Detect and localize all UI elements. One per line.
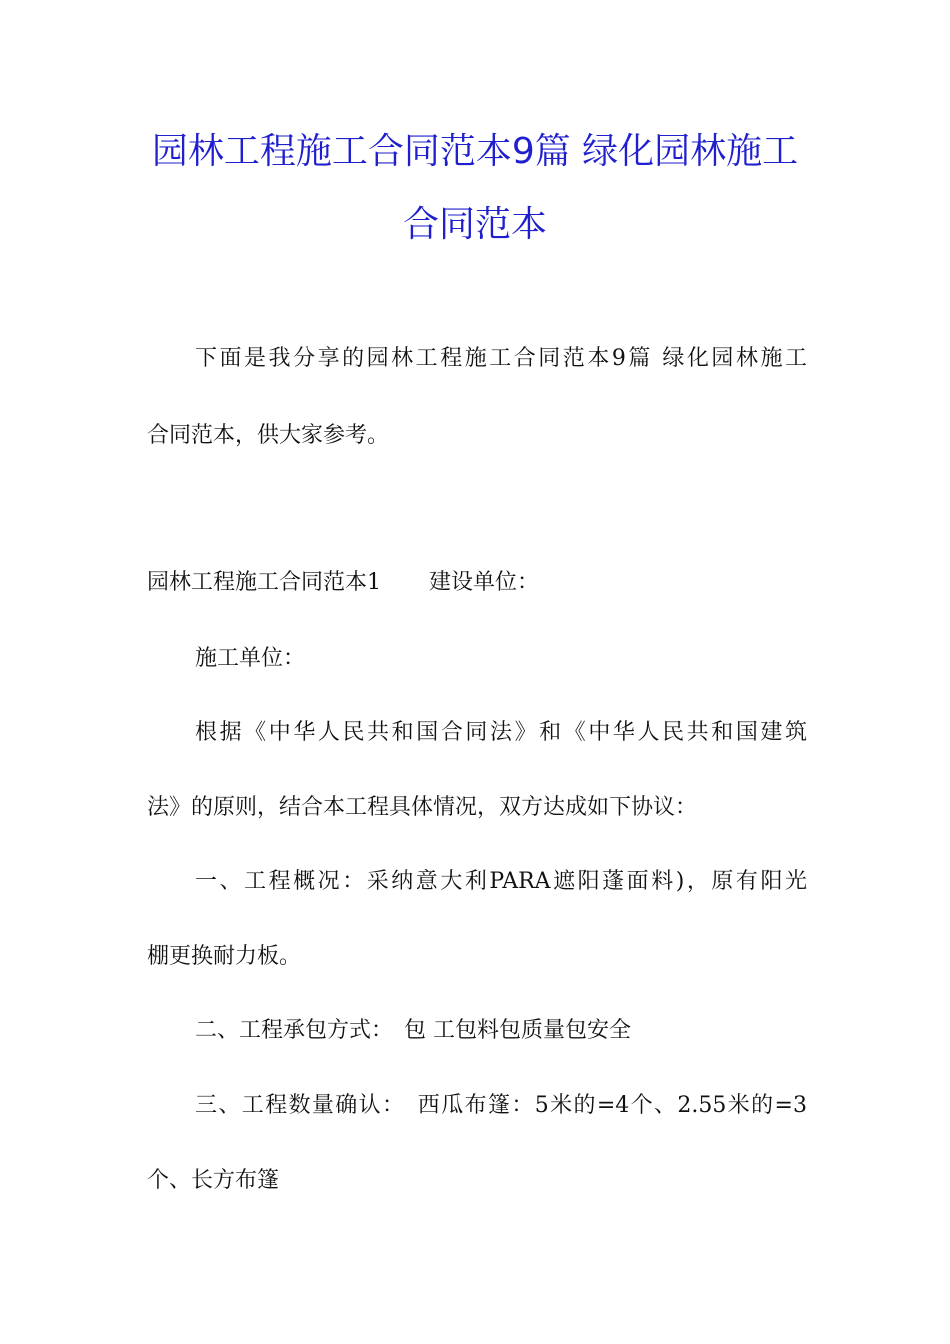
section-1-heading: 园林工程施工合同范本1	[147, 570, 381, 595]
document-title-line-2: 合同范本	[402, 204, 547, 245]
intro-line-2: 合同范本，供大家参考。	[147, 423, 390, 448]
basis-line-2: 法》的原则，结合本工程具体情况，双方达成如下协议：	[147, 795, 698, 820]
clause-3-line-2: 个、长方布篷	[147, 1168, 280, 1193]
clause-3-line-1: 三、工程数量确认： 西瓜布篷：5米的=4个、2.55米的=3	[195, 1093, 807, 1118]
section-1-heading-row	[147, 572, 539, 594]
clause-1-line-2: 棚更换耐力板。	[147, 944, 302, 969]
basis-line-1: 根据《中华人民共和国合同法》和《中华人民共和国建筑	[195, 720, 807, 745]
clause-2: 二、工程承包方式： 包 工包料包质量包安全	[195, 1018, 631, 1043]
document-title-line-1: 园林工程施工合同范本9篇 绿化园林施工	[151, 131, 799, 172]
intro-line-1: 下面是我分享的园林工程施工合同范本9篇 绿化园林施工	[195, 346, 807, 371]
clause-1-line-1: 一、工程概况：采纳意大利PARA遮阳蓬面料)，原有阳光	[195, 869, 807, 894]
party-a-label: 建设单位：	[429, 570, 540, 595]
party-b-label: 施工单位：	[195, 646, 306, 671]
